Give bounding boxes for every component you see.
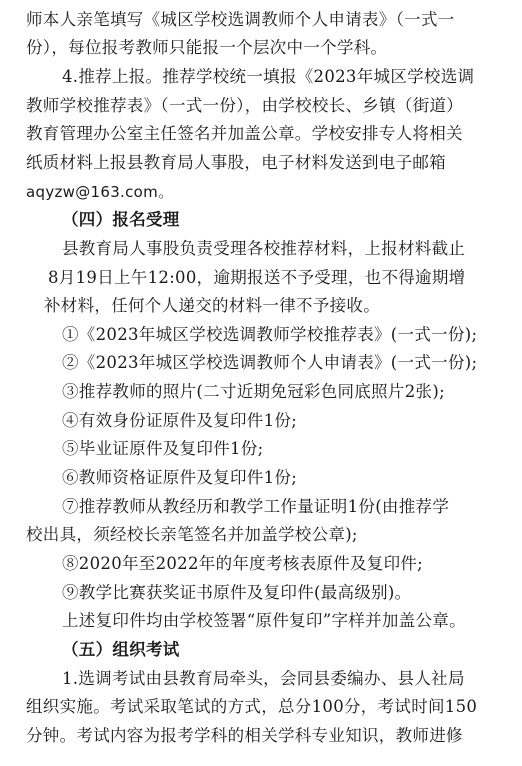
list-item: ⑧2020年至2022年的年度考核表原件及复印件;: [62, 554, 424, 573]
text-line: 教师学校推荐表》（一式一份），由学校校长、乡镇（街道）: [26, 96, 464, 115]
text-line: 教育管理办公室主任签名并加盖公章。学校安排专人将相关: [26, 124, 463, 143]
list-item: ⑦推荐教师从教经历和教学工作量证明1份(由推荐学: [62, 497, 450, 516]
section-heading: （五）组织考试: [62, 640, 180, 659]
text-line: 1.选调考试由县教育局牵头，会同县委编办、县人社局: [62, 669, 465, 688]
text-line: 4.推荐上报。推荐学校统一填报《2023年城区学校选调: [62, 67, 475, 86]
text-line: 8月19日上午12:00，逾期报送不予受理，也不得逾期增: [48, 268, 466, 287]
text-line: 份），每位报考教师只能报一个层次中一个学科。: [26, 38, 388, 57]
text-line: 补材料，任何个人递交的材料一律不予接收。: [44, 296, 380, 315]
text-line: 分钟。考试内容为报考学科的相关学科专业知识，教师进修: [26, 726, 463, 745]
list-item: ⑨教学比赛获奖证书原件及复印件(最高级别)。: [62, 583, 412, 602]
text-line: 纸质材料上报县教育局人事股，电子材料发送到电子邮箱: [26, 153, 446, 172]
list-item: ①《2023年城区学校选调教师学校推荐表》(一式一份);: [62, 325, 478, 344]
list-item: ②《2023年城区学校选调教师个人申请表》(一式一份);: [62, 353, 478, 372]
email-address: aqyzw@163.com。: [26, 183, 174, 201]
text-line: 校出具，须经校长亲笔签名并加盖学校公章);: [26, 525, 358, 544]
section-heading: （四）报名受理: [62, 210, 180, 229]
list-item: ⑥教师资格证原件及复印件1份;: [62, 468, 298, 487]
text-line: 县教育局人事股负责受理各校推荐材料，上报材料截止: [62, 239, 466, 258]
list-item: ③推荐教师的照片(二寸近期免冠彩色同底照片2张);: [62, 382, 445, 401]
text-line: 上述复印件均由学校签署“原件复印”字样并加盖公章。: [62, 611, 466, 630]
list-item: ⑤毕业证原件及复印件1份;: [62, 439, 264, 458]
text-line: 组织实施。考试采取笔试的方式，总分100分，考试时间150: [26, 697, 478, 716]
list-item: ④有效身份证原件及复印件1份;: [62, 411, 298, 430]
text-line: 师本人亲笔填写《城区学校选调教师个人申请表》（一式一: [26, 10, 455, 29]
